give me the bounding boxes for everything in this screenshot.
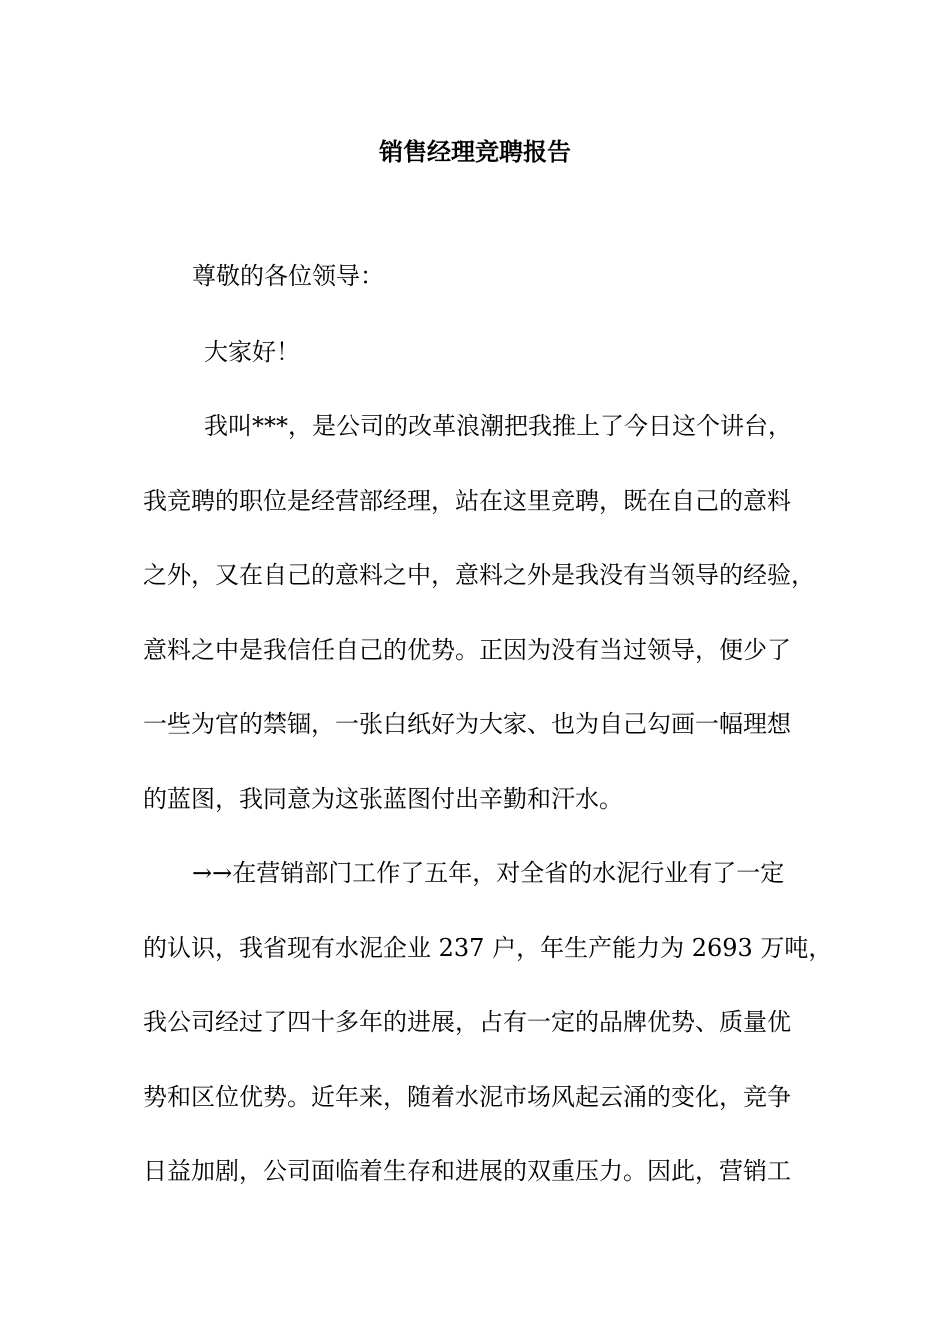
- salutation: 尊敬的各位领导：: [192, 262, 384, 290]
- paragraph-line: 的认识，我省现有水泥企业 237 户，年生产能力为 2693 万吨，: [143, 934, 833, 962]
- paragraph-line: 的蓝图，我同意为这张蓝图付出辛勤和汗水。: [143, 785, 623, 813]
- paragraph-line: →→在营销部门工作了五年，对全省的水泥行业有了一定: [192, 859, 785, 887]
- paragraph-line: 之外，又在自己的意料之中，意料之外是我没有当领导的经验，: [143, 561, 815, 589]
- document-title: 销售经理竞聘报告: [379, 137, 571, 166]
- paragraph-line: 我公司经过了四十多年的进展，占有一定的品牌优势、质量优: [143, 1008, 791, 1036]
- paragraph-line: 我叫***，是公司的改革浪潮把我推上了今日这个讲台，: [204, 412, 792, 440]
- greeting: 大家好！: [204, 338, 300, 366]
- paragraph-line: 日益加剧，公司面临着生存和进展的双重压力。因此，营销工: [143, 1157, 791, 1185]
- paragraph-line: 意料之中是我信任自己的优势。正因为没有当过领导，便少了: [143, 636, 791, 664]
- paragraph-line: 一些为官的禁锢，一张白纸好为大家、也为自己勾画一幅理想: [143, 710, 791, 738]
- paragraph-line: 势和区位优势。近年来，随着水泥市场风起云涌的变化，竞争: [143, 1083, 791, 1111]
- paragraph-line: 我竞聘的职位是经营部经理，站在这里竞聘，既在自己的意料: [143, 487, 791, 515]
